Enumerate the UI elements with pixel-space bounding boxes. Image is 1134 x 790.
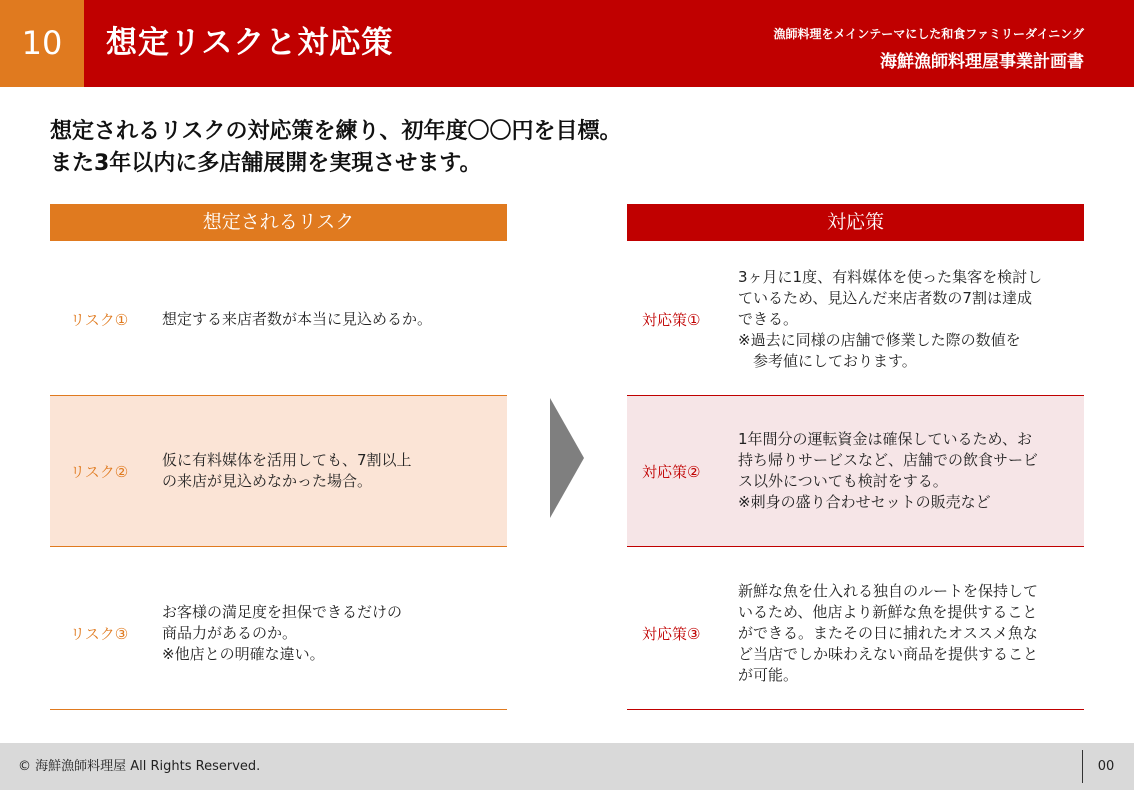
risk-3-line-2: 商品力があるのか。 [162, 624, 298, 642]
footer-divider [1082, 750, 1083, 783]
countermeasure-1-line-1: 3ヶ月に1度、有料媒体を使った集客を検討し [738, 268, 1043, 286]
countermeasure-row-1 [627, 244, 1084, 396]
lead-text [50, 116, 622, 180]
countermeasure-label-3: 対応策③ [642, 625, 701, 643]
risk-column-header: 想定されるリスク [50, 204, 507, 241]
copyright-text: © 海鮮漁師料理屋 All Rights Reserved. [18, 759, 261, 774]
countermeasure-1-line-4: ※過去に同様の店舗で修業した際の数値を [738, 331, 1021, 349]
header-bar [0, 0, 1134, 87]
lead-line-2: また3年以内に多店舗展開を実現させます。 [50, 151, 482, 176]
chevron-right-icon [550, 398, 584, 518]
countermeasure-text-2 [738, 396, 1076, 546]
countermeasure-label-1: 対応策① [642, 311, 701, 329]
countermeasure-3-line-4: ど当店でしか味わえない商品を提供すること [738, 645, 1039, 663]
countermeasure-3-line-3: ができる。またその日に捕れたオススメ魚な [738, 624, 1038, 642]
risk-3-line-3: ※他店との明確な違い。 [162, 645, 325, 663]
risk-2-line-1: 仮に有料媒体を活用しても、7割以上 [162, 451, 412, 469]
countermeasure-row-2 [627, 395, 1084, 547]
countermeasure-column-header: 対応策 [627, 204, 1084, 241]
risk-row-3 [50, 558, 507, 710]
lead-line-1: 想定されるリスクの対応策を練り、初年度〇〇円を目標。 [50, 119, 622, 144]
risk-text-1 [162, 244, 492, 395]
countermeasure-3-line-2: いるため、他店より新鮮な魚を提供すること [738, 603, 1038, 621]
footer-bar [0, 743, 1134, 790]
risk-label-2: リスク② [70, 462, 129, 481]
countermeasure-2-line-1: 1年間分の運転資金は確保しているため、お [738, 430, 1032, 448]
countermeasure-text-1 [738, 244, 1076, 395]
section-number: 10 [0, 0, 84, 87]
header-subtitle: 漁師料理をメインテーマにした和食ファミリーダイニング [773, 27, 1084, 41]
risk-label-1: リスク① [70, 311, 129, 329]
document-title: 海鮮漁師料理屋事業計画書 [880, 52, 1084, 72]
countermeasure-2-line-2: 持ち帰りサービスなど、店舗での飲食サービ [738, 451, 1039, 469]
risk-text-2 [162, 396, 492, 546]
risk-text-3 [162, 558, 492, 709]
footer-page-number: 00 [1097, 759, 1115, 774]
risk-row-2 [50, 395, 507, 547]
countermeasure-2-line-4: ※刺身の盛り合わせセットの販売など [738, 493, 991, 511]
countermeasure-3-line-5: が可能。 [738, 666, 799, 684]
risk-2-line-2: の来店が見込めなかった場合。 [162, 472, 373, 490]
countermeasure-1-line-3: できる。 [738, 310, 799, 328]
countermeasure-1-line-5: 参考値にしております。 [738, 352, 917, 370]
page-title: 想定リスクと対応策 [106, 25, 394, 61]
countermeasure-3-line-1: 新鮮な魚を仕入れる独自のルートを保持して [738, 582, 1039, 600]
countermeasure-label-2: 対応策② [642, 462, 701, 481]
risk-1-line-1: 想定する来店者数が本当に見込めるか。 [162, 310, 433, 328]
risk-label-3: リスク③ [70, 625, 129, 643]
countermeasure-text-3 [738, 558, 1076, 709]
risk-3-line-1: お客様の満足度を担保できるだけの [162, 603, 403, 621]
countermeasure-row-3 [627, 558, 1084, 710]
countermeasure-2-line-3: ス以外についても検討をする。 [738, 472, 948, 490]
risk-row-1 [50, 244, 507, 396]
countermeasure-1-line-2: ているため、見込んだ来店者数の7割は達成 [738, 289, 1032, 307]
